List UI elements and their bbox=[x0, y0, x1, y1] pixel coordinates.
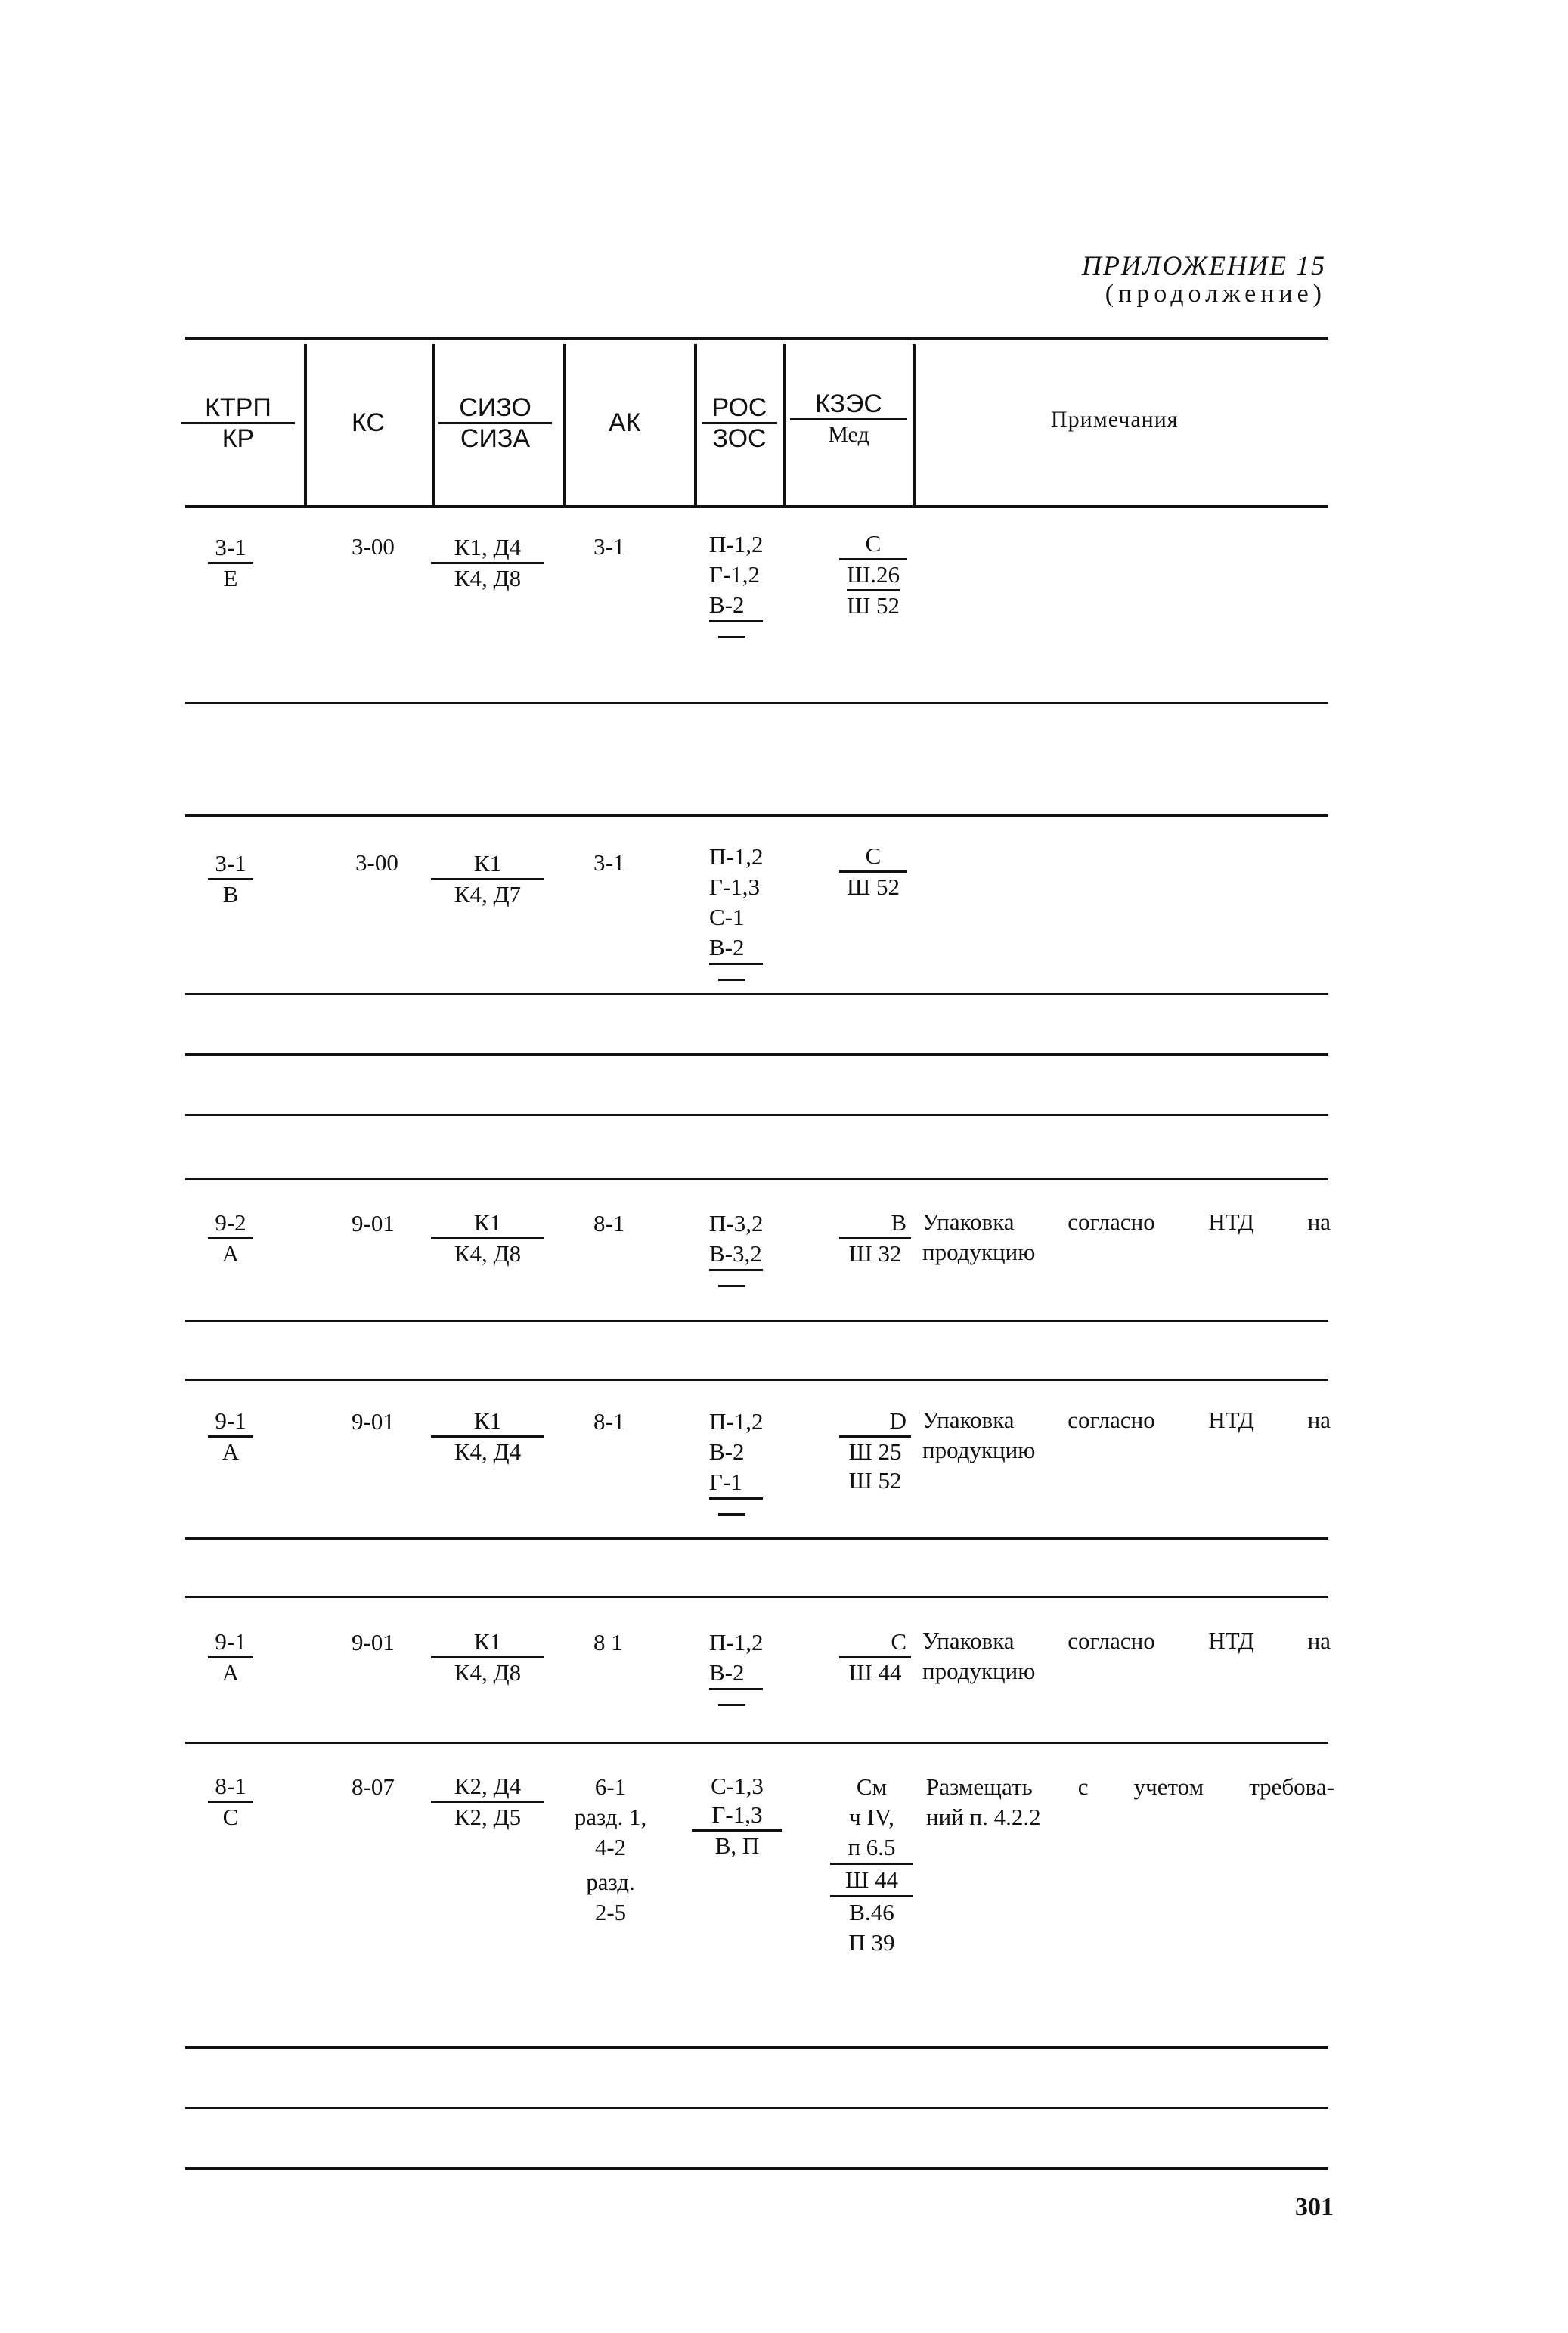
row3-ros-zos: П-3,2 В-3,2 bbox=[709, 1208, 763, 1287]
row-rule bbox=[185, 1537, 1328, 1540]
row4-ak: 8-1 bbox=[593, 1408, 625, 1435]
row1-ak: 3-1 bbox=[593, 533, 625, 560]
row-rule bbox=[185, 702, 1328, 704]
row6-ak: 6-1 разд. 1, 4-2 разд. 2-5 bbox=[574, 1773, 647, 1925]
row-rule bbox=[185, 1320, 1328, 1322]
col-divider bbox=[304, 344, 307, 507]
row4-note-line1: Упаковка согласно НТД на bbox=[922, 1407, 1331, 1433]
header-kzes-med: КЗЭС Мед bbox=[790, 389, 907, 449]
row2-ks: 3-00 bbox=[355, 849, 398, 876]
zos-dash bbox=[718, 1513, 745, 1516]
col-divider bbox=[913, 344, 916, 507]
row3-kzes-med: В Ш 32 bbox=[839, 1208, 911, 1268]
row-rule bbox=[185, 993, 1328, 995]
row-rule bbox=[185, 2167, 1328, 2170]
zos-dash bbox=[718, 1285, 745, 1287]
table-top-rule bbox=[185, 337, 1328, 340]
row2-sizo-siza: К1 К4, Д7 bbox=[431, 849, 544, 909]
row6-kzes-med: См ч IV, п 6.5 Ш 44 В.46 П 39 bbox=[830, 1772, 913, 1958]
row3-note-line1: Упаковка согласно НТД на bbox=[922, 1208, 1331, 1235]
row5-ks: 9-01 bbox=[352, 1629, 395, 1655]
header-sizo-siza: СИЗО СИЗА bbox=[438, 393, 552, 453]
row6-note-line2: ний п. 4.2.2 bbox=[926, 1804, 1041, 1830]
row-rule bbox=[185, 1053, 1328, 1056]
row-rule bbox=[185, 2046, 1328, 2049]
row1-kzes-med: С Ш.26 Ш 52 bbox=[839, 529, 907, 620]
row3-ktrp-kr: 9-2 А bbox=[208, 1208, 253, 1268]
row6-sizo-siza: К2, Д4 К2, Д5 bbox=[431, 1772, 544, 1832]
row4-ks: 9-01 bbox=[352, 1408, 395, 1435]
row2-ak: 3-1 bbox=[593, 849, 625, 876]
row4-sizo-siza: К1 К4, Д4 bbox=[431, 1407, 544, 1466]
header-ak: АК bbox=[609, 408, 641, 437]
row-rule bbox=[185, 1742, 1328, 1744]
row-rule bbox=[185, 2107, 1328, 2109]
row1-ros-zos: П-1,2 Г-1,2 В-2 bbox=[709, 529, 763, 638]
header-ros-zos: РОС ЗОС bbox=[702, 393, 777, 453]
row4-ktrp-kr: 9-1 А bbox=[208, 1407, 253, 1466]
row3-ks: 9-01 bbox=[352, 1210, 395, 1236]
row1-ktrp-kr: 3-1 Е bbox=[208, 533, 253, 593]
row6-ktrp-kr: 8-1 С bbox=[208, 1772, 253, 1832]
row5-ros-zos: П-1,2 В-2 bbox=[709, 1627, 763, 1706]
header-ks: КС bbox=[352, 408, 385, 437]
row6-note-line1: Размещать с учетом требова- bbox=[926, 1773, 1334, 1800]
row2-kzes-med: С Ш 52 bbox=[839, 842, 907, 901]
appendix-title: ПРИЛОЖЕНИЕ 15 bbox=[1082, 250, 1326, 281]
row5-kzes-med: С Ш 44 bbox=[839, 1627, 911, 1687]
row1-sizo-siza: К1, Д4 К4, Д8 bbox=[431, 533, 544, 593]
row-rule bbox=[185, 1596, 1328, 1598]
col-divider bbox=[432, 344, 435, 507]
row4-ros-zos: П-1,2 В-2 Г-1 bbox=[709, 1407, 763, 1516]
row2-ktrp-kr: 3-1 В bbox=[208, 849, 253, 909]
row5-note-line2: продукцию bbox=[922, 1658, 1036, 1684]
page-number: 301 bbox=[1295, 2193, 1334, 2221]
header-notes: Примечания bbox=[1051, 407, 1179, 432]
row3-sizo-siza: К1 К4, Д8 bbox=[431, 1208, 544, 1268]
row3-note-line2: продукцию bbox=[922, 1239, 1036, 1265]
row2-ros-zos: П-1,2 Г-1,3 С-1 В-2 bbox=[709, 842, 763, 981]
row6-ros-zos: С-1,3 Г-1,3 В, П bbox=[692, 1772, 782, 1860]
row5-ktrp-kr: 9-1 А bbox=[208, 1627, 253, 1687]
zos-dash bbox=[718, 636, 745, 638]
zos-dash bbox=[718, 979, 745, 981]
row6-ks: 8-07 bbox=[352, 1773, 395, 1800]
row4-note-line2: продукцию bbox=[922, 1437, 1036, 1463]
row-rule bbox=[185, 1178, 1328, 1180]
row1-ks: 3-00 bbox=[352, 533, 395, 560]
appendix-continuation: (продолжение) bbox=[1105, 280, 1326, 308]
zos-dash bbox=[718, 1704, 745, 1706]
header-ktrp-kr: КТРП КР bbox=[181, 393, 295, 453]
header-bottom-rule bbox=[185, 505, 1328, 508]
row-rule bbox=[185, 814, 1328, 817]
row-rule bbox=[185, 1379, 1328, 1381]
row4-kzes-med: D Ш 25 Ш 52 bbox=[839, 1407, 911, 1495]
row-rule bbox=[185, 1114, 1328, 1116]
col-divider bbox=[563, 344, 566, 507]
row3-ak: 8-1 bbox=[593, 1210, 625, 1236]
row5-ak: 8 1 bbox=[593, 1629, 623, 1655]
row5-sizo-siza: К1 К4, Д8 bbox=[431, 1627, 544, 1687]
col-divider bbox=[694, 344, 697, 507]
row5-note-line1: Упаковка согласно НТД на bbox=[922, 1627, 1331, 1654]
col-divider bbox=[783, 344, 786, 507]
